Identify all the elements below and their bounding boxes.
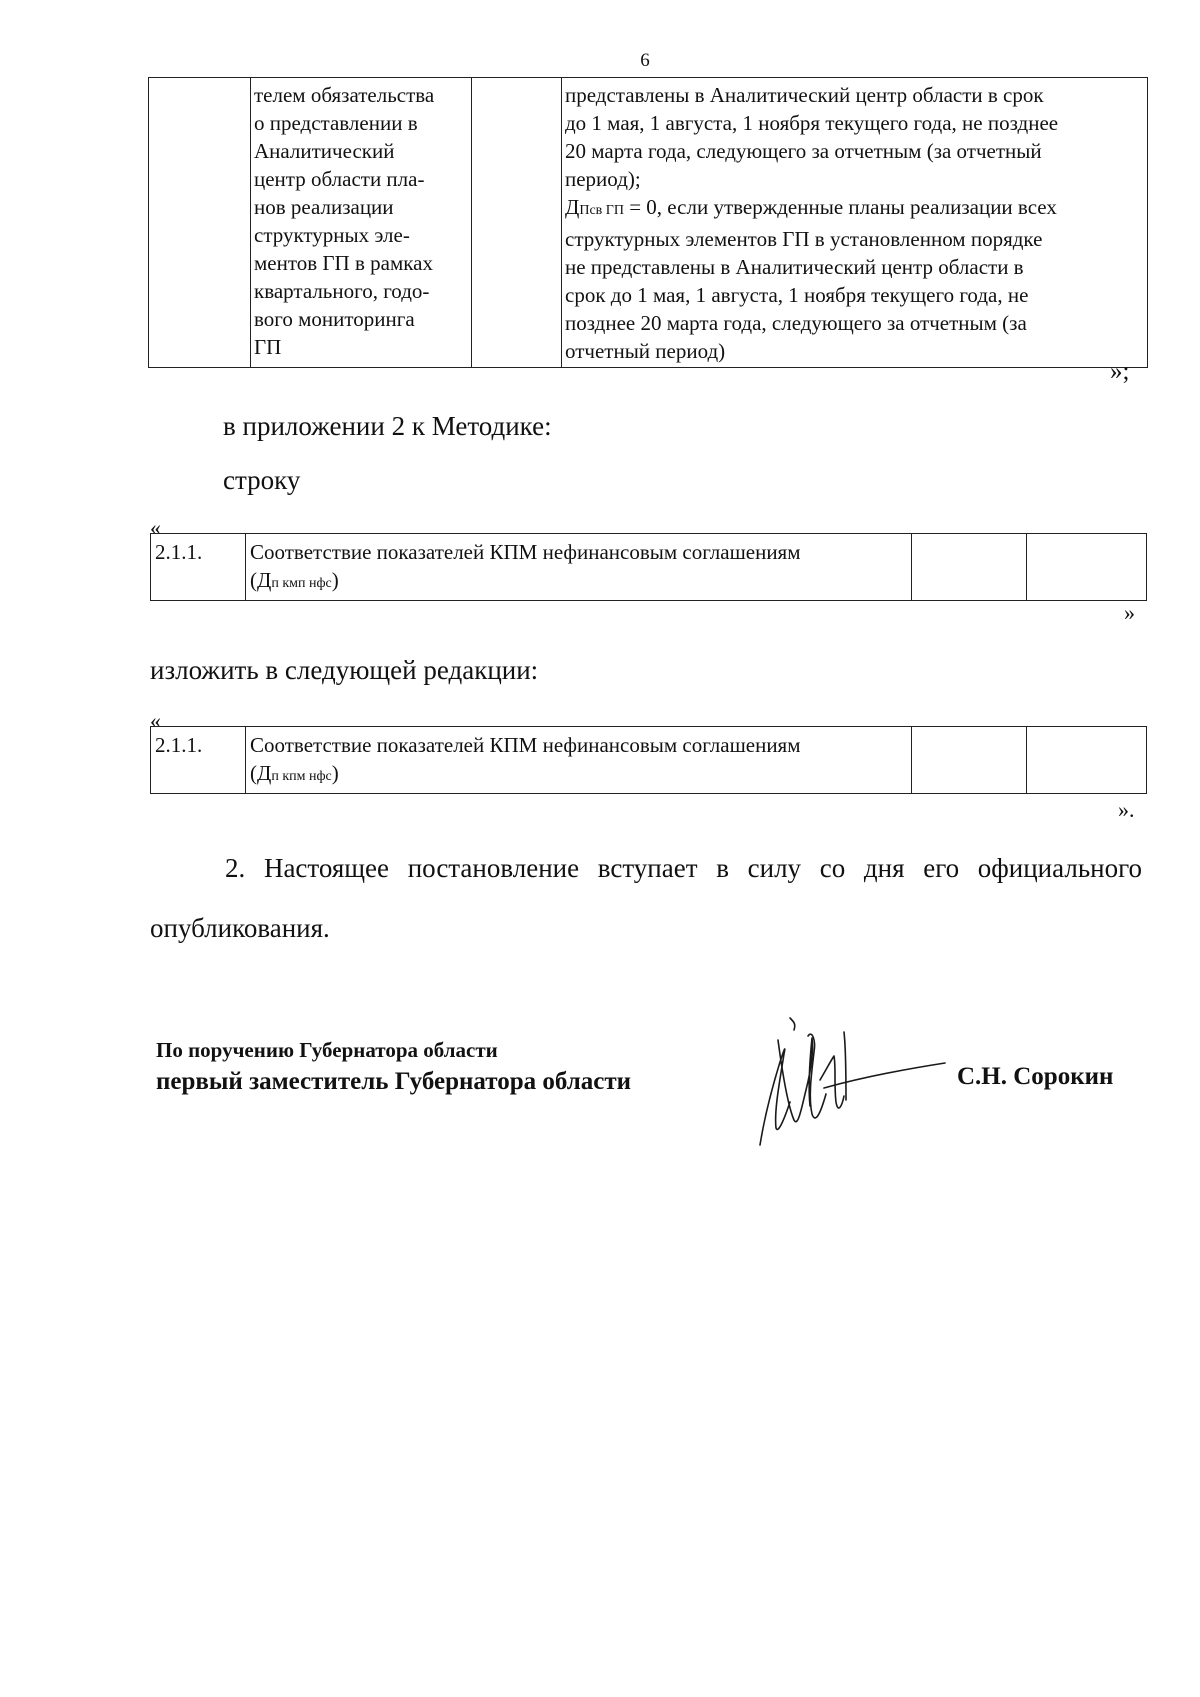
formula-line [565,193,1144,225]
description-formula [250,566,908,598]
page-number: 6 [640,50,650,71]
edit-text: изложить в следующей редакции: [150,655,539,685]
table-cell-empty [912,534,1027,601]
appendix-text: в приложении 2 к Методике: [223,411,552,441]
formula-subscript: п кпм нфс [271,769,332,784]
law-line-1-text: 2. Настоящее постановление вступает в силу со дня его официального [225,853,1142,883]
closing-quote: ». [1118,797,1135,822]
cell-line: срок до 1 мая, 1 августа, 1 ноября текущего года, не [565,283,1029,307]
formula-subscript: п кмп нфс [271,576,332,591]
row-number: 2.1.1. [151,727,246,794]
description-formula [250,759,908,791]
new-row-table [150,726,1147,794]
cell-line: до 1 мая, 1 августа, 1 ноября текущего года, не позднее [565,111,1059,135]
cell-line: 20 марта года, следующего за отчетным (за отчетный [565,139,1042,163]
description-line: Соответствие показателей КПМ нефинансовым соглашениям [250,540,801,564]
row-description [246,534,912,601]
table-row [149,78,1148,368]
table-cell-empty [1027,534,1147,601]
formula-symbol: (Д [250,761,272,785]
signatory-title: первый заместитель Губернатора области [156,1068,632,1095]
cell-line: телем обязательства [254,83,435,107]
table-cell-empty [149,78,251,368]
cell-line: о представлении в [254,111,418,135]
signature-stroke [844,1032,846,1100]
law-line-2: опубликования. [150,913,330,943]
cell-line: период); [565,167,641,191]
signature-stroke [790,1018,795,1030]
cell-line: отчетный период) [565,339,726,363]
cell-line: представлены в Аналитический центр области в срок [565,83,1044,107]
law-line-1 [150,838,1142,898]
table-cell-empty [912,727,1027,794]
cell-line: не представлены в Аналитический центр области в [565,255,1024,279]
description-line: Соответствие показателей КПМ нефинансовым соглашениям [250,733,801,757]
formula-subscript: Пcв ГП [579,203,624,218]
table-cell-empty [472,78,562,368]
cell-line: структурных элементов ГП в установленном порядке [565,227,1043,251]
formula-close: ) [331,568,339,592]
cell-line: ментов ГП в рамках [254,251,433,275]
law-paragraph [150,838,1142,958]
cell-line: Аналитический [254,139,395,163]
formula-text: = 0, если утвержденные планы реализации всех [623,195,1057,219]
signatory-name: С.Н. Сорокин [957,1063,1114,1090]
cell-line: структурных эле- [254,223,410,247]
indicator-name-cell [251,78,472,368]
formula-close: ) [331,761,339,785]
cell-line: ГП [254,335,282,359]
formula-symbol: (Д [250,568,272,592]
cell-line: нов реализации [254,195,394,219]
row-description [246,727,912,794]
closing-quote: » [1124,600,1135,625]
table-row [151,534,1147,601]
row-text: строку [223,465,301,495]
calculation-cell [562,78,1148,368]
signature-stroke [760,1049,790,1145]
signature-order: По поручению Губернатора области [156,1038,498,1062]
old-row-table [150,533,1147,601]
formula-symbol: Д [565,195,580,219]
opening-quote: « [150,515,161,540]
opening-quote: « [150,708,161,733]
table-cell-empty [1027,727,1147,794]
row-number: 2.1.1. [151,534,246,601]
cell-line: центр области пла- [254,167,425,191]
continuation-table [148,77,1148,368]
table-row [151,727,1147,794]
cell-line: позднее 20 марта года, следующего за отчетным (за [565,311,1027,335]
signature-stroke [824,1063,945,1088]
handwritten-signature [750,1010,950,1150]
cell-line: квартального, годо- [254,279,430,303]
cell-line: вого мониторинга [254,307,415,331]
closing-quote: »; [1110,358,1130,385]
